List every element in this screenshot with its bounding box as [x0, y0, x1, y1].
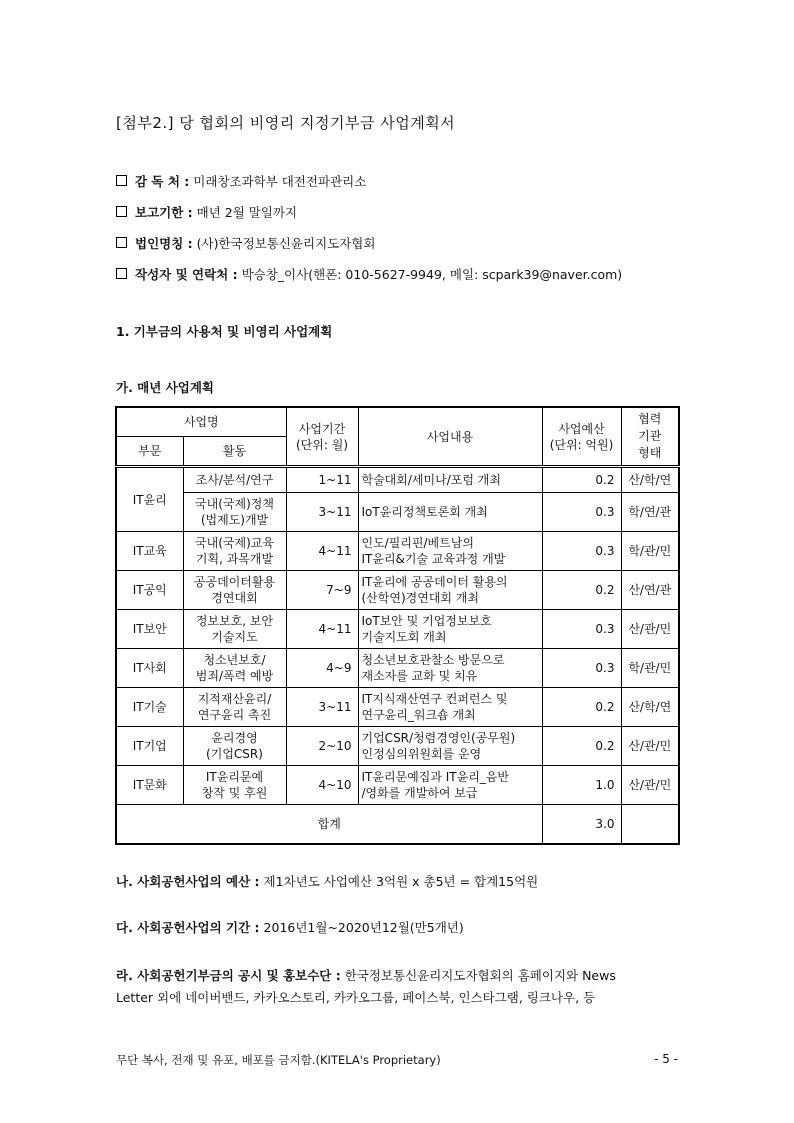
footer-notice: 무단 복사, 전재 및 유포, 배포를 금지함.(KITELA's Proprietary) [116, 1053, 441, 1067]
cell-period: 3~11 [286, 493, 358, 532]
cell-period: 4~11 [286, 610, 358, 649]
page-number: - 5 - [654, 1052, 678, 1066]
paragraph-budget [116, 872, 538, 890]
cell-budget: 1.0 [542, 766, 621, 805]
cell-period: 4~11 [286, 532, 358, 571]
cell-activity: 지적재산윤리/ 연구윤리 촉진 [183, 688, 286, 727]
meta-value: 박승창_이사(핸폰: 010-5627-9949, 메일: scpark39@naver.com) [241, 267, 623, 282]
cell-partner: 산/연/관 [621, 571, 679, 610]
cell-content: IoT윤리정책토론회 개최 [358, 493, 542, 532]
header-business-name: 사업명 [116, 407, 286, 437]
cell-partner: 산/학/연 [621, 467, 679, 493]
cell-content: 청소년보호관찰소 방문으로 재소자를 교화 및 치유 [358, 649, 542, 688]
section-heading: 1. 기부금의 사용처 및 비영리 사업계획 [116, 324, 333, 339]
table-row [116, 493, 679, 532]
cell-content: IT지식재산연구 컨퍼런스 및 연구윤리_워크숍 개최 [358, 688, 542, 727]
meta-author [116, 265, 622, 283]
cell-activity: 윤리경영 (기업CSR) [183, 727, 286, 766]
cell-budget: 0.3 [542, 649, 621, 688]
cell-content: IT윤리에 공공데이터 활용의 (산학연)경연대회 개최 [358, 571, 542, 610]
checkbox-icon [116, 268, 127, 279]
cell-partner: 학/관/민 [621, 532, 679, 571]
table-row [116, 727, 679, 766]
paragraph-label: 라. 사회공헌기부금의 공시 및 홍보수단 : [116, 968, 341, 983]
paragraph-publicity [116, 966, 616, 984]
table-row [116, 610, 679, 649]
meta-corporation [116, 234, 375, 252]
cell-dept: IT보안 [116, 610, 183, 649]
cell-dept: IT공익 [116, 571, 183, 610]
header-partner: 협력 기관 형태 [621, 407, 679, 467]
cell-activity: 청소년보호/ 범죄/폭력 예방 [183, 649, 286, 688]
meta-supervisor [116, 172, 366, 190]
paragraph-text: 한국정보통신윤리지도자협회의 홈페이지와 News [344, 968, 616, 983]
document-title: [첨부2.] 당 협회의 비영리 지정기부금 사업계획서 [116, 114, 456, 132]
total-label: 합계 [116, 805, 542, 844]
cell-partner: 산/관/민 [621, 727, 679, 766]
paragraph-label: 다. 사회공헌사업의 기간 : [116, 920, 260, 935]
cell-content: 학술대회/세미나/포럼 개최 [358, 467, 542, 493]
cell-budget: 0.2 [542, 727, 621, 766]
paragraph-text: 제1차년도 사업예산 3억원 x 총5년 = 합계15억원 [263, 874, 539, 889]
meta-value: (사)한국정보통신윤리지도자협회 [196, 236, 376, 251]
cell-budget: 0.2 [542, 467, 621, 493]
cell-budget: 0.3 [542, 532, 621, 571]
cell-content: 기업CSR/청렴경영인(공무원) 인정심의위원회를 운영 [358, 727, 542, 766]
cell-activity: 조사/분석/연구 [183, 467, 286, 493]
checkbox-icon [116, 237, 127, 248]
meta-value: 매년 2월 말일까지 [196, 205, 298, 220]
total-partner-empty [621, 805, 679, 844]
table-row [116, 766, 679, 805]
meta-value: 미래창조과학부 대전전파관리소 [193, 174, 367, 189]
cell-activity: 국내(국제)정책 (법제도)개발 [183, 493, 286, 532]
checkbox-icon [116, 175, 127, 186]
cell-dept: IT기업 [116, 727, 183, 766]
table-row [116, 467, 679, 493]
meta-deadline [116, 203, 297, 221]
header-content: 사업내용 [358, 407, 542, 467]
cell-period: 4~9 [286, 649, 358, 688]
meta-label: 보고기한 : [135, 205, 193, 220]
cell-period: 2~10 [286, 727, 358, 766]
meta-label: 법인명칭 : [135, 236, 193, 251]
cell-period: 1~11 [286, 467, 358, 493]
header-budget: 사업예산 (단위: 억원) [542, 407, 621, 467]
cell-activity: 정보보호, 보안 기술지도 [183, 610, 286, 649]
checkbox-icon [116, 206, 127, 217]
cell-dept: IT사회 [116, 649, 183, 688]
paragraph-label: 나. 사회공헌사업의 예산 : [116, 874, 260, 889]
header-activity: 활동 [183, 437, 286, 467]
cell-dept: IT교육 [116, 532, 183, 571]
meta-label: 작성자 및 연락처 : [135, 267, 238, 282]
table-row [116, 649, 679, 688]
paragraph-publicity-continued: Letter 외에 네이버밴드, 카카오스토리, 카카오그룹, 페이스북, 인스타그램, 링크나우, 등 [116, 990, 596, 1005]
cell-budget: 0.3 [542, 610, 621, 649]
cell-dept: IT윤리 [116, 467, 183, 532]
cell-budget: 0.2 [542, 688, 621, 727]
cell-activity: 국내(국제)교육 기획, 과목개발 [183, 532, 286, 571]
cell-content: IoT보안 및 기업정보보호 기술지도회 개최 [358, 610, 542, 649]
meta-label: 감 독 처 : [135, 174, 190, 189]
table-row [116, 571, 679, 610]
cell-activity: IT윤리문예 창작 및 후원 [183, 766, 286, 805]
cell-partner: 산/관/민 [621, 766, 679, 805]
business-plan-table [115, 406, 680, 845]
header-period: 사업기간 (단위: 월) [286, 407, 358, 467]
cell-budget: 0.2 [542, 571, 621, 610]
total-budget: 3.0 [542, 805, 621, 844]
cell-activity: 공공데이터활용 경연대회 [183, 571, 286, 610]
table-row [116, 688, 679, 727]
table-row [116, 532, 679, 571]
subsection-heading: 가. 매년 사업계획 [116, 380, 214, 395]
cell-content: 인도/필리핀/베트남의 IT윤리&기술 교육과정 개발 [358, 532, 542, 571]
paragraph-period [116, 918, 464, 936]
cell-budget: 0.3 [542, 493, 621, 532]
cell-partner: 학/관/민 [621, 649, 679, 688]
header-dept: 부문 [116, 437, 183, 467]
cell-period: 7~9 [286, 571, 358, 610]
cell-partner: 학/연/관 [621, 493, 679, 532]
cell-content: IT윤리문예집과 IT윤리_음반 /영화를 개발하여 보급 [358, 766, 542, 805]
cell-dept: IT기술 [116, 688, 183, 727]
cell-partner: 산/학/연 [621, 688, 679, 727]
cell-period: 4~10 [286, 766, 358, 805]
cell-partner: 산/관/민 [621, 610, 679, 649]
paragraph-text: 2016년1월~2020년12월(만5개년) [263, 920, 464, 935]
table-total-row [116, 805, 679, 844]
cell-dept: IT문화 [116, 766, 183, 805]
cell-period: 3~11 [286, 688, 358, 727]
